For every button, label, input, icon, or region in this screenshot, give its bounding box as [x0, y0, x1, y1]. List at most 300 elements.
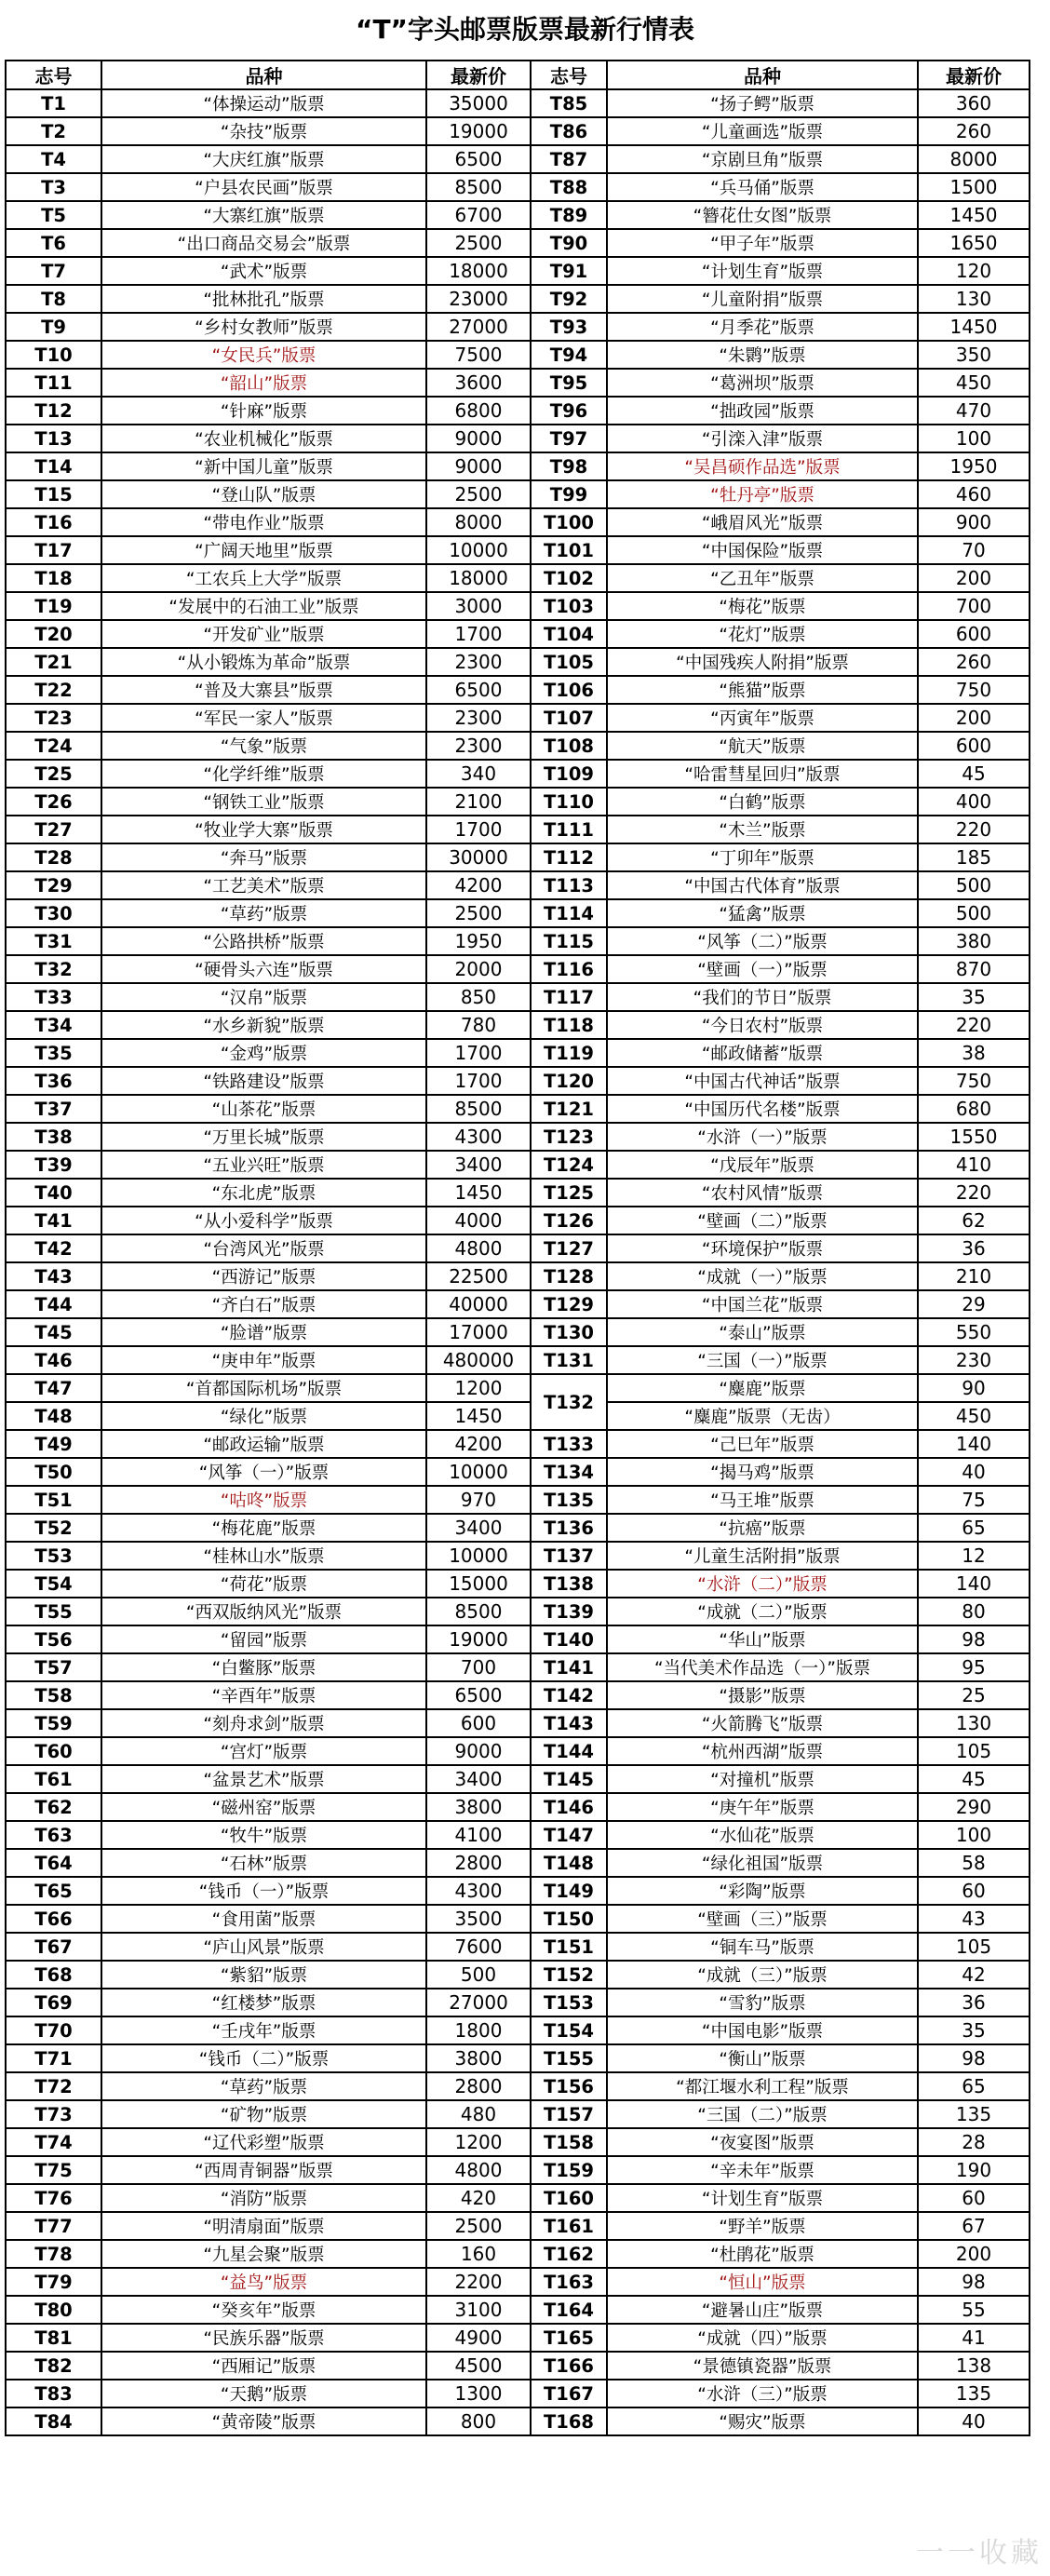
stamp-price: 70	[918, 536, 1030, 564]
stamp-id: T77	[6, 2212, 101, 2240]
stamp-id: T44	[6, 1290, 101, 1318]
stamp-id: T88	[531, 173, 607, 201]
table-row	[6, 145, 1030, 173]
stamp-price: 98	[918, 2044, 1030, 2072]
stamp-price: 900	[918, 508, 1030, 536]
table-row	[6, 285, 1030, 313]
stamp-name: “西游记”版票	[101, 1262, 426, 1290]
stamp-id: T70	[6, 2016, 101, 2044]
stamp-name: “风筝（二）”版票	[607, 927, 918, 955]
stamp-price: 23000	[426, 285, 531, 313]
stamp-id: T142	[531, 1681, 607, 1709]
stamp-name: “京剧旦角”版票	[607, 145, 918, 173]
stamp-price: 42	[918, 1961, 1030, 1989]
stamp-name: “韶山”版票	[101, 369, 426, 397]
stamp-id: T63	[6, 1821, 101, 1849]
stamp-name: “留园”版票	[101, 1625, 426, 1653]
stamp-price: 2800	[426, 2072, 531, 2100]
stamp-price: 60	[918, 1877, 1030, 1905]
table-row	[6, 1598, 1030, 1625]
table-row	[6, 2072, 1030, 2100]
stamp-name: “白鳖豚”版票	[101, 1653, 426, 1681]
stamp-id: T17	[6, 536, 101, 564]
table-row	[6, 201, 1030, 229]
stamp-price: 105	[918, 1933, 1030, 1961]
table-row	[6, 89, 1030, 117]
stamp-name: “戊辰年”版票	[607, 1151, 918, 1179]
stamp-id: T21	[6, 648, 101, 676]
stamp-price: 260	[918, 117, 1030, 145]
stamp-id: T26	[6, 788, 101, 816]
stamp-price: 190	[918, 2156, 1030, 2184]
stamp-name: “水仙花”版票	[607, 1821, 918, 1849]
stamp-name: “梅花鹿”版票	[101, 1514, 426, 1542]
stamp-price: 2500	[426, 899, 531, 927]
table-row	[6, 2352, 1030, 2380]
table-row	[6, 2212, 1030, 2240]
stamp-price: 200	[918, 704, 1030, 732]
stamp-name: “牡丹亭”版票	[607, 480, 918, 508]
stamp-id: T74	[6, 2128, 101, 2156]
stamp-name: “成就（四）”版票	[607, 2324, 918, 2352]
stamp-price: 18000	[426, 257, 531, 285]
stamp-name: “揭马鸡”版票	[607, 1458, 918, 1486]
stamp-id: T56	[6, 1625, 101, 1653]
stamp-name: “成就（二）”版票	[607, 1598, 918, 1625]
stamp-price: 550	[918, 1318, 1030, 1346]
stamp-price: 480	[426, 2100, 531, 2128]
table-row	[6, 1765, 1030, 1793]
stamp-id: T39	[6, 1151, 101, 1179]
stamp-id: T159	[531, 2156, 607, 2184]
stamp-price: 35000	[426, 89, 531, 117]
stamp-id: T128	[531, 1262, 607, 1290]
stamp-name: “桂林山水”版票	[101, 1542, 426, 1570]
stamp-id: T117	[531, 983, 607, 1011]
stamp-name: “雪豹”版票	[607, 1989, 918, 2016]
stamp-name: “荷花”版票	[101, 1570, 426, 1598]
stamp-id: T151	[531, 1933, 607, 1961]
stamp-name: “风筝（一）”版票	[101, 1458, 426, 1486]
table-row	[6, 1430, 1030, 1458]
stamp-name: “绿化”版票	[101, 1402, 426, 1430]
stamp-price: 7500	[426, 341, 531, 369]
stamp-id: T50	[6, 1458, 101, 1486]
stamp-name: “气象”版票	[101, 732, 426, 760]
table-row	[6, 369, 1030, 397]
stamp-id: T147	[531, 1821, 607, 1849]
stamp-price: 2100	[426, 788, 531, 816]
stamp-id: T155	[531, 2044, 607, 2072]
stamp-id: T165	[531, 2324, 607, 2352]
stamp-name: “月季花”版票	[607, 313, 918, 341]
stamp-id: T7	[6, 257, 101, 285]
stamp-price: 600	[918, 732, 1030, 760]
stamp-name: “户县农民画”版票	[101, 173, 426, 201]
stamp-name: “甲子年”版票	[607, 229, 918, 257]
stamp-name: “成就（三）”版票	[607, 1961, 918, 1989]
stamp-id: T108	[531, 732, 607, 760]
stamp-id: T15	[6, 480, 101, 508]
stamp-id: T94	[531, 341, 607, 369]
table-row	[6, 1458, 1030, 1486]
stamp-price: 2500	[426, 480, 531, 508]
stamp-price: 130	[918, 1709, 1030, 1737]
table-row	[6, 229, 1030, 257]
stamp-name: “广阔天地里”版票	[101, 536, 426, 564]
stamp-name: “汉帛”版票	[101, 983, 426, 1011]
stamp-price: 19000	[426, 117, 531, 145]
stamp-price: 1950	[426, 927, 531, 955]
table-row	[6, 1179, 1030, 1207]
stamp-name: “咕咚”版票	[101, 1486, 426, 1514]
stamp-name: “庚申年”版票	[101, 1346, 426, 1374]
stamp-id: T41	[6, 1207, 101, 1234]
stamp-id: T144	[531, 1737, 607, 1765]
stamp-name: “红楼梦”版票	[101, 1989, 426, 2016]
stamp-id: T91	[531, 257, 607, 285]
stamp-name: “儿童画选”版票	[607, 117, 918, 145]
stamp-id: T75	[6, 2156, 101, 2184]
stamp-id: T12	[6, 397, 101, 425]
table-row	[6, 2268, 1030, 2296]
stamp-name: “万里长城”版票	[101, 1123, 426, 1151]
stamp-price: 680	[918, 1095, 1030, 1123]
stamp-name: “拙政园”版票	[607, 397, 918, 425]
stamp-name: “中国历代名楼”版票	[607, 1095, 918, 1123]
stamp-name: “中国残疾人附捐”版票	[607, 648, 918, 676]
stamp-id: T163	[531, 2268, 607, 2296]
stamp-id: T10	[6, 341, 101, 369]
stamp-name: “野羊”版票	[607, 2212, 918, 2240]
stamp-name: “东北虎”版票	[101, 1179, 426, 1207]
stamp-price: 135	[918, 2380, 1030, 2407]
stamp-name: “杂技”版票	[101, 117, 426, 145]
stamp-id: T109	[531, 760, 607, 788]
stamp-name: “宫灯”版票	[101, 1737, 426, 1765]
stamp-name: “民族乐器”版票	[101, 2324, 426, 2352]
stamp-price: 8000	[918, 145, 1030, 173]
stamp-price: 8500	[426, 1598, 531, 1625]
stamp-id: T20	[6, 620, 101, 648]
stamp-id: T16	[6, 508, 101, 536]
stamp-id: T138	[531, 1570, 607, 1598]
stamp-id: T52	[6, 1514, 101, 1542]
stamp-id: T135	[531, 1486, 607, 1514]
col-header-id: 志号	[531, 61, 607, 89]
stamp-id: T30	[6, 899, 101, 927]
stamp-price: 4300	[426, 1123, 531, 1151]
table-row	[6, 2016, 1030, 2044]
table-row	[6, 1570, 1030, 1598]
stamp-name: “脸谱”版票	[101, 1318, 426, 1346]
stamp-price: 2300	[426, 704, 531, 732]
stamp-price: 700	[426, 1653, 531, 1681]
stamp-price: 4200	[426, 871, 531, 899]
table-row	[6, 983, 1030, 1011]
stamp-name: “中国古代体育”版票	[607, 871, 918, 899]
stamp-id: T139	[531, 1598, 607, 1625]
stamp-price: 15000	[426, 1570, 531, 1598]
stamp-id: T85	[531, 89, 607, 117]
stamp-id: T79	[6, 2268, 101, 2296]
stamp-id: T84	[6, 2407, 101, 2435]
stamp-id: T93	[531, 313, 607, 341]
stamp-id: T86	[531, 117, 607, 145]
stamp-id: T168	[531, 2407, 607, 2435]
stamp-name: “武术”版票	[101, 257, 426, 285]
stamp-id: T102	[531, 564, 607, 592]
stamp-id: T68	[6, 1961, 101, 1989]
stamp-price: 29	[918, 1290, 1030, 1318]
stamp-price: 780	[426, 1011, 531, 1039]
stamp-price: 500	[918, 899, 1030, 927]
stamp-price: 10000	[426, 1542, 531, 1570]
stamp-name: “水浒（一）”版票	[607, 1123, 918, 1151]
stamp-id: T107	[531, 704, 607, 732]
table-row	[6, 1793, 1030, 1821]
stamp-name: “工艺美术”版票	[101, 871, 426, 899]
stamp-name: “麋鹿”版票（无齿）	[607, 1402, 918, 1430]
stamp-id: T161	[531, 2212, 607, 2240]
stamp-id: T9	[6, 313, 101, 341]
stamp-name: “儿童生活附捐”版票	[607, 1542, 918, 1570]
stamp-price: 10000	[426, 536, 531, 564]
stamp-name: “今日农村”版票	[607, 1011, 918, 1039]
stamp-price: 3100	[426, 2296, 531, 2324]
table-row	[6, 2296, 1030, 2324]
stamp-id: T158	[531, 2128, 607, 2156]
stamp-id: T95	[531, 369, 607, 397]
table-row	[6, 2044, 1030, 2072]
stamp-name: “己巳年”版票	[607, 1430, 918, 1458]
stamp-price: 8000	[426, 508, 531, 536]
stamp-id: T87	[531, 145, 607, 173]
stamp-name: “牧牛”版票	[101, 1821, 426, 1849]
table-row	[6, 1318, 1030, 1346]
stamp-name: “恒山”版票	[607, 2268, 918, 2296]
table-row	[6, 1514, 1030, 1542]
stamp-id: T19	[6, 592, 101, 620]
stamp-id: T152	[531, 1961, 607, 1989]
stamp-id: T6	[6, 229, 101, 257]
stamp-id: T14	[6, 452, 101, 480]
stamp-name: “避暑山庄”版票	[607, 2296, 918, 2324]
stamp-price: 750	[918, 676, 1030, 704]
stamp-price: 41	[918, 2324, 1030, 2352]
stamp-name: “金鸡”版票	[101, 1039, 426, 1067]
stamp-price: 1500	[918, 173, 1030, 201]
stamp-price: 1200	[426, 2128, 531, 2156]
stamp-price: 3400	[426, 1151, 531, 1179]
stamp-price: 220	[918, 1179, 1030, 1207]
stamp-name: “葛洲坝”版票	[607, 369, 918, 397]
stamp-id: T78	[6, 2240, 101, 2268]
stamp-name: “杜鹃花”版票	[607, 2240, 918, 2268]
table-row	[6, 1653, 1030, 1681]
stamp-id: T166	[531, 2352, 607, 2380]
stamp-id: T162	[531, 2240, 607, 2268]
stamp-id: T5	[6, 201, 101, 229]
table-row	[6, 1346, 1030, 1374]
stamp-id: T104	[531, 620, 607, 648]
stamp-name: “都江堰水利工程”版票	[607, 2072, 918, 2100]
col-header-price: 最新价	[426, 61, 531, 89]
stamp-price: 380	[918, 927, 1030, 955]
stamp-price: 2500	[426, 229, 531, 257]
stamp-name: “航天”版票	[607, 732, 918, 760]
stamp-price: 750	[918, 1067, 1030, 1095]
table-row	[6, 2100, 1030, 2128]
stamp-price: 1700	[426, 1067, 531, 1095]
table-row	[6, 760, 1030, 788]
stamp-name: “草药”版票	[101, 2072, 426, 2100]
stamp-name: “钱币（一）”版票	[101, 1877, 426, 1905]
table-row	[6, 1486, 1030, 1514]
stamp-price: 12	[918, 1542, 1030, 1570]
stamp-price: 4300	[426, 1877, 531, 1905]
stamp-price: 3500	[426, 1905, 531, 1933]
stamp-price: 160	[426, 2240, 531, 2268]
stamp-name: “景德镇瓷器”版票	[607, 2352, 918, 2380]
table-row	[6, 1095, 1030, 1123]
stamp-id: T96	[531, 397, 607, 425]
stamp-price: 18000	[426, 564, 531, 592]
stamp-price: 75	[918, 1486, 1030, 1514]
table-row	[6, 1290, 1030, 1318]
stamp-id: T116	[531, 955, 607, 983]
stamp-id: T148	[531, 1849, 607, 1877]
stamp-id: T112	[531, 843, 607, 871]
stamp-id: T130	[531, 1318, 607, 1346]
stamp-name: “熊猫”版票	[607, 676, 918, 704]
stamp-name: “环境保护”版票	[607, 1234, 918, 1262]
stamp-name: “兵马俑”版票	[607, 173, 918, 201]
stamp-id: T131	[531, 1346, 607, 1374]
stamp-id: T38	[6, 1123, 101, 1151]
table-row	[6, 1625, 1030, 1653]
table-row	[6, 592, 1030, 620]
table-row	[6, 2184, 1030, 2212]
table-row	[6, 1234, 1030, 1262]
stamp-name: “农业机械化”版票	[101, 425, 426, 452]
stamp-price: 22500	[426, 1262, 531, 1290]
stamp-name: “衡山”版票	[607, 2044, 918, 2072]
stamp-name: “牧业学大寨”版票	[101, 816, 426, 843]
stamp-price: 105	[918, 1737, 1030, 1765]
stamp-price: 230	[918, 1346, 1030, 1374]
stamp-name: “天鹅”版票	[101, 2380, 426, 2407]
stamp-name: “壁画（一）”版票	[607, 955, 918, 983]
table-row	[6, 648, 1030, 676]
stamp-id: T103	[531, 592, 607, 620]
stamp-id: T160	[531, 2184, 607, 2212]
stamp-name: “山茶花”版票	[101, 1095, 426, 1123]
table-row	[6, 1681, 1030, 1709]
stamp-price: 850	[426, 983, 531, 1011]
table-row	[6, 1905, 1030, 1933]
stamp-id: T4	[6, 145, 101, 173]
stamp-price: 55	[918, 2296, 1030, 2324]
stamp-id: T46	[6, 1346, 101, 1374]
stamp-id: T73	[6, 2100, 101, 2128]
stamp-name: “中国古代神话”版票	[607, 1067, 918, 1095]
stamp-id: T101	[531, 536, 607, 564]
table-row	[6, 1207, 1030, 1234]
stamp-name: “铜车马”版票	[607, 1933, 918, 1961]
stamp-price: 130	[918, 285, 1030, 313]
table-row	[6, 732, 1030, 760]
stamp-price: 62	[918, 1207, 1030, 1234]
stamp-price: 220	[918, 816, 1030, 843]
stamp-name: “峨眉风光”版票	[607, 508, 918, 536]
stamp-price: 140	[918, 1570, 1030, 1598]
stamp-id: T49	[6, 1430, 101, 1458]
stamp-name: “梅花”版票	[607, 592, 918, 620]
stamp-price: 200	[918, 564, 1030, 592]
stamp-name: “铁路建设”版票	[101, 1067, 426, 1095]
stamp-name: “带电作业”版票	[101, 508, 426, 536]
stamp-id: T141	[531, 1653, 607, 1681]
stamp-id: T37	[6, 1095, 101, 1123]
stamp-name: “抗癌”版票	[607, 1514, 918, 1542]
stamp-price: 7600	[426, 1933, 531, 1961]
stamp-price: 500	[918, 871, 1030, 899]
table-row	[6, 480, 1030, 508]
stamp-id: T66	[6, 1905, 101, 1933]
stamp-id: T35	[6, 1039, 101, 1067]
stamp-name: “大庆红旗”版票	[101, 145, 426, 173]
stamp-price: 36	[918, 1234, 1030, 1262]
stamp-id: T140	[531, 1625, 607, 1653]
stamp-id: T8	[6, 285, 101, 313]
stamp-price: 40	[918, 1458, 1030, 1486]
stamp-name: “公路拱桥”版票	[101, 927, 426, 955]
stamp-name: “发展中的石油工业”版票	[101, 592, 426, 620]
table-row	[6, 1709, 1030, 1737]
stamp-price: 3000	[426, 592, 531, 620]
stamp-name: “石林”版票	[101, 1849, 426, 1877]
stamp-name: “化学纤维”版票	[101, 760, 426, 788]
stamp-price: 80	[918, 1598, 1030, 1625]
stamp-name: “从小锻炼为革命”版票	[101, 648, 426, 676]
stamp-id: T76	[6, 2184, 101, 2212]
stamp-name: “齐白石”版票	[101, 1290, 426, 1318]
stamp-id: T60	[6, 1737, 101, 1765]
stamp-name: “中国兰花”版票	[607, 1290, 918, 1318]
stamp-id: T136	[531, 1514, 607, 1542]
stamp-price: 8500	[426, 173, 531, 201]
stamp-price: 3800	[426, 1793, 531, 1821]
stamp-id: T120	[531, 1067, 607, 1095]
stamp-name: “水浒（二）”版票	[607, 1570, 918, 1598]
stamp-price: 35	[918, 983, 1030, 1011]
stamp-name: “壁画（二）”版票	[607, 1207, 918, 1234]
stamp-name: “辽代彩塑”版票	[101, 2128, 426, 2156]
stamp-name: “从小爱科学”版票	[101, 1207, 426, 1234]
stamp-id: T47	[6, 1374, 101, 1402]
table-row	[6, 173, 1030, 201]
stamp-id: T64	[6, 1849, 101, 1877]
stamp-id: T67	[6, 1933, 101, 1961]
table-row	[6, 1849, 1030, 1877]
table-row	[6, 2407, 1030, 2435]
table-row	[6, 899, 1030, 927]
stamp-price: 800	[426, 2407, 531, 2435]
stamp-price: 27000	[426, 313, 531, 341]
stamp-id: T24	[6, 732, 101, 760]
stamp-name: “中国电影”版票	[607, 2016, 918, 2044]
